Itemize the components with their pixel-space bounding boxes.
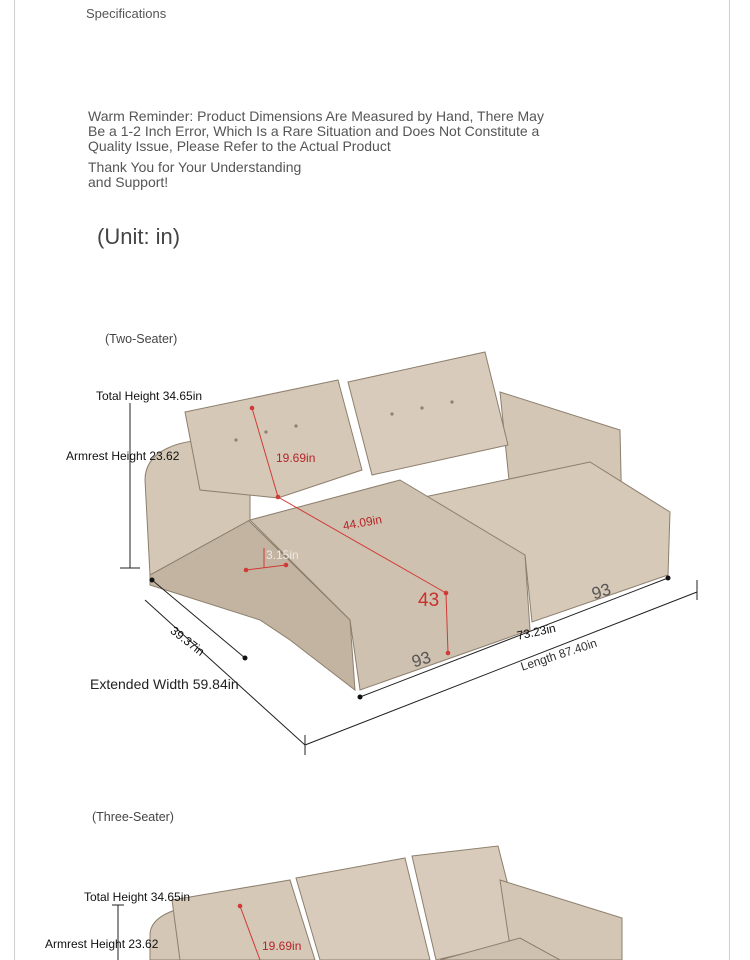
two-seater-backrest-dimension: 19.69in xyxy=(276,451,316,465)
two-seater-value-93-right: 93 xyxy=(589,579,614,604)
two-seater-seat-depth: 44.09in xyxy=(341,512,383,533)
two-seater-length: Length 87.40in xyxy=(518,635,599,674)
three-seater-armrest-height: Armrest Height 23.62 xyxy=(45,937,159,951)
specifications-title: Specifications xyxy=(86,6,167,21)
two-seater-total-height: Total Height 34.65in xyxy=(96,389,203,403)
two-seater-depth: 39.37in xyxy=(167,623,208,659)
two-seater-extended-width: Extended Width 59.84in xyxy=(90,676,239,692)
two-seater-label: (Two-Seater) xyxy=(105,332,178,346)
unit-label: (Unit: in) xyxy=(97,224,181,249)
two-seater-value-43: 43 xyxy=(418,590,440,611)
two-seater-armrest-height: Armrest Height 23.62 xyxy=(66,449,180,463)
three-seater-sofa xyxy=(150,846,622,960)
three-seater-backrest-dimension: 19.69in xyxy=(262,939,302,953)
two-seater-value-93-left: 93 xyxy=(409,647,434,672)
two-seater-seat-length: 73.23in xyxy=(515,620,557,643)
thanks-text: Thank You for Your Understanding and Support! xyxy=(88,159,302,190)
two-seater-cushion-dimension: 3.15in xyxy=(266,548,299,562)
warm-reminder-text: Warm Reminder: Product Dimensions Are Measured by Hand, There May Be a 1-2 Inch Error, Which Is a Rare Situation and Does Not Constitute a Quality Issue, Please Refer to the Actual Product xyxy=(88,108,544,154)
three-seater-total-height: Total Height 34.65in xyxy=(84,890,191,904)
three-seater-label: (Three-Seater) xyxy=(92,810,174,824)
